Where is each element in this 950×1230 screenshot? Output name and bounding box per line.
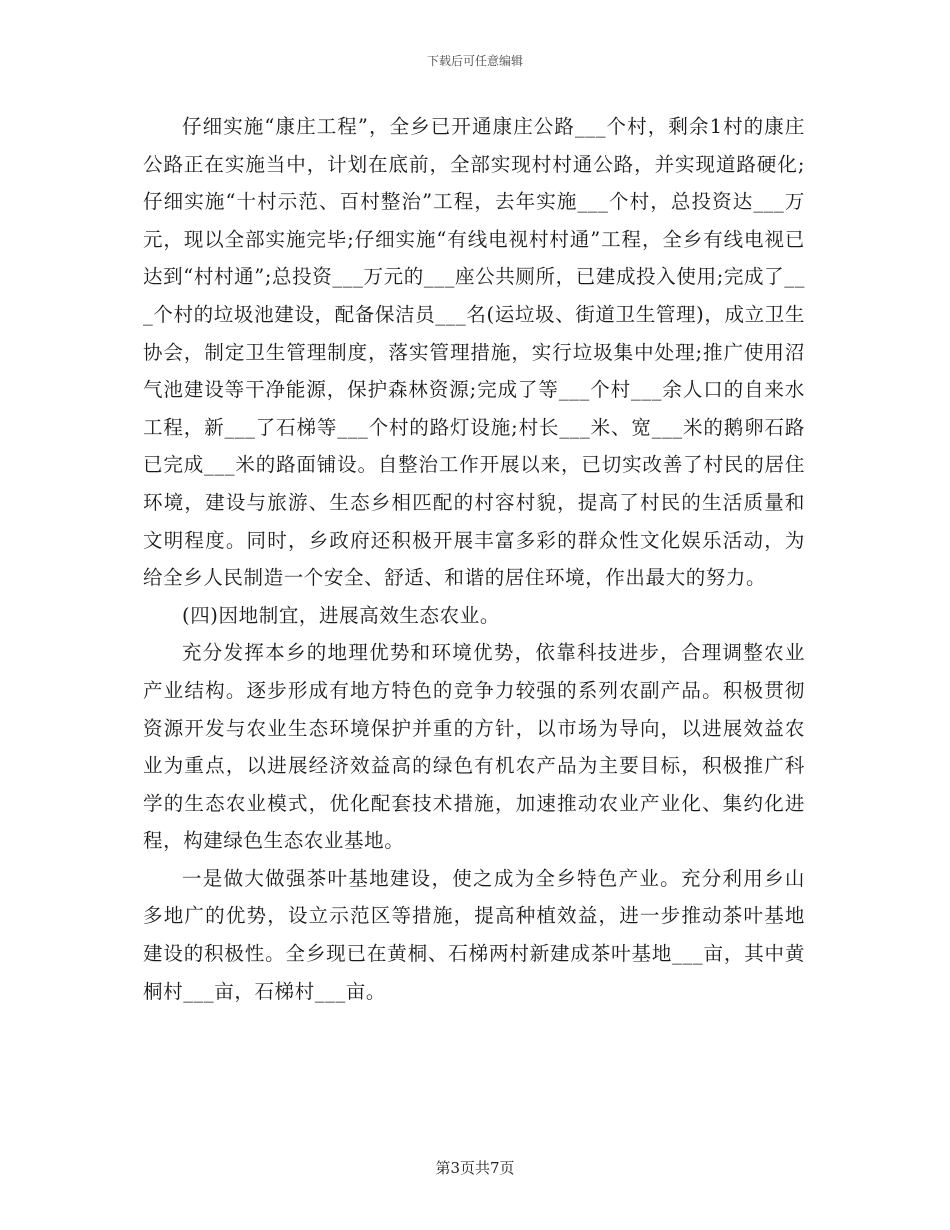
paragraph-tea-base: 一是做大做强茶叶基地建设，使之成为全乡特色产业。充分利用乡山多地广的优势，设立示范区等措施，提高种植效益，进一步推动茶叶基地建设的积极性。全乡现已在黄桐、石梯两村新建成茶叶基地___亩，其中黄桐村___亩，石梯村___亩。: [143, 866, 805, 1003]
page-header: 下载后可任意编辑: [426, 54, 523, 68]
paragraph-ecological-agriculture: 充分发挥本乡的地理优势和环境优势，依靠科技进步，合理调整农业产业结构。逐步形成有地方特色的竞争力较强的系列农副产品。积极贯彻资源开发与农业生态环境保护并重的方针，以市场为导向，以进展效益农业为重点，以进展经济效益高的绿色有机农产品为主要目标，积极推广科学的生态农业模式，优化配套技术措施，加速推动农业产业化、集约化进程，构建绿色生态农业基地。: [143, 641, 805, 853]
paragraph-village-improvement: 仔细实施“康庄工程”，全乡已开通康庄公路___个村，剩余1村的康庄公路正在实施当中，计划在底前，全部实现村村通公路，并实现道路硬化;仔细实施“十村示范、百村整治”工程，去年实施___个村，总投资达___万元，现以全部实施完毕;仔细实施“有线电视村村通”工程，全乡有线电视已达到“村村通”;总投资___万元的___座公共厕所，已建成投入使用;完成了___个村的垃圾池建设，配备保洁员___名(运垃圾、街道卫生管理)，成立卫生协会，制定卫生管理制度，落实管理措施，实行垃圾集中处理;推广使用沼气池建设等干净能源，保护森林资源;完成了等___个村___余人口的自来水工程，新___了石梯等___个村的路灯设施;村长___米、宽___米的鹅卵石路已完成___米的路面铺设。自整治工作开展以来，已切实改善了村民的居住环境，建设与旅游、生态乡相匹配的村容村貌，提高了村民的生活质量和文明程度。同时，乡政府还积极开展丰富多彩的群众性文化娱乐活动，为给全乡人民制造一个安全、舒适、和谐的居住环境，作出最大的努力。: [143, 115, 805, 590]
page-number: 第3页共7页: [435, 1159, 515, 1177]
body-text: [143, 108, 805, 1010]
section-heading: (四)因地制宜，进展高效生态农业。: [182, 603, 500, 627]
